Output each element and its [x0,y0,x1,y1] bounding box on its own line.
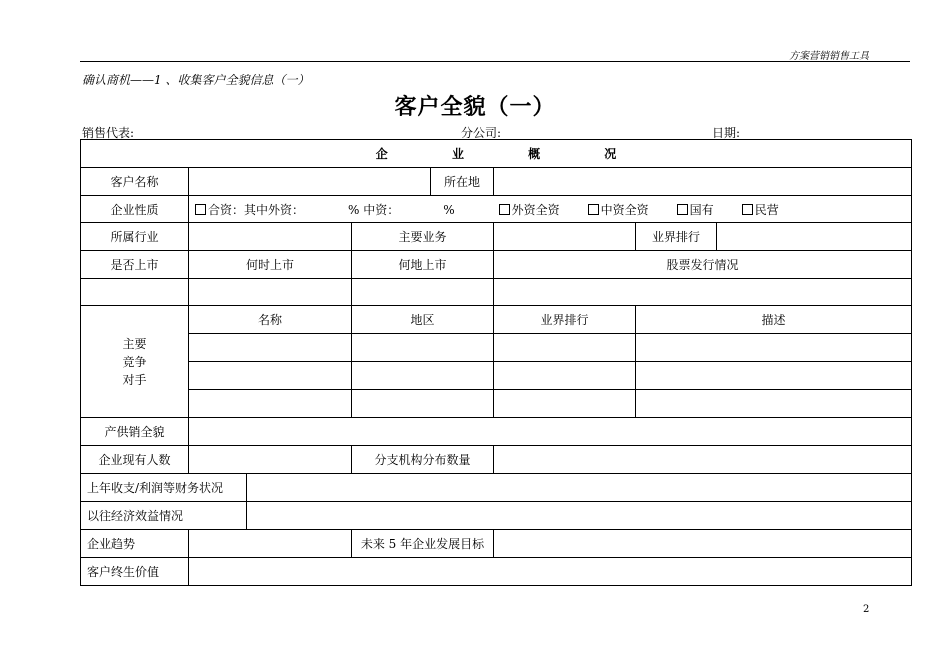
comp-name-field[interactable] [189,362,352,390]
benefits-label: 以往经济效益情况 [81,502,247,530]
main-business-field[interactable] [494,223,636,251]
supply-chain-label: 产供销全貌 [81,418,189,446]
date-label: 日期: [712,126,741,140]
supply-chain-field[interactable] [189,418,912,446]
nature-options [189,196,912,223]
trend-label: 企业趋势 [81,530,189,558]
when-listed-label: 何时上市 [189,251,352,279]
industry-label: 所属行业 [81,223,189,251]
comp-desc-field[interactable] [636,390,912,418]
industry-rank-field[interactable] [717,223,912,251]
option-foreign[interactable] [499,201,560,218]
benefits-field[interactable] [247,502,912,530]
nature-label: 企业性质 [81,196,189,223]
goals-label: 未来 5 年企业发展目标 [352,530,494,558]
option-state-label: 国有 [689,202,714,217]
comp-desc-field[interactable] [636,362,912,390]
sales-rep-label: 销售代表: [82,126,135,140]
branches-field[interactable] [494,446,912,474]
customer-name-label: 客户名称 [81,168,189,196]
checkbox-icon[interactable] [195,204,206,215]
comp-region-field[interactable] [352,362,494,390]
listed-field[interactable] [81,279,189,306]
main-business-label: 主要业务 [352,223,494,251]
stock-status-label: 股票发行情况 [494,251,912,279]
comp-header-name: 名称 [189,306,352,334]
employees-field[interactable] [189,446,352,474]
stock-status-field[interactable] [494,279,912,306]
lifetime-value-label: 客户终生价值 [81,558,189,586]
option-foreign-label: 外资全资 [511,202,560,217]
competitors-label-line: 主要 [122,336,147,351]
checkbox-icon[interactable] [499,204,510,215]
comp-rank-field[interactable] [494,334,636,362]
option-pct2: % [443,202,455,217]
comp-region-field[interactable] [352,390,494,418]
when-listed-field[interactable] [189,279,352,306]
employees-label: 企业现有人数 [81,446,189,474]
comp-rank-field[interactable] [494,362,636,390]
competitors-label-line: 对手 [122,372,147,387]
where-listed-field[interactable] [352,279,494,306]
header-rule [80,61,910,62]
comp-name-field[interactable] [189,390,352,418]
comp-rank-field[interactable] [494,390,636,418]
option-pct1: % 中资： [348,202,400,217]
comp-desc-field[interactable] [636,334,912,362]
option-jv-label: 合资：其中外资： [208,202,305,217]
page-number: 2 [863,604,870,615]
location-label: 所在地 [431,168,494,196]
option-state[interactable] [677,201,714,218]
option-private[interactable] [742,201,779,218]
checkbox-icon[interactable] [677,204,688,215]
comp-header-rank: 业界排行 [494,306,636,334]
customer-name-field[interactable] [189,168,431,196]
option-chinese[interactable] [588,201,649,218]
competitors-label [81,306,189,418]
industry-field[interactable] [189,223,352,251]
industry-rank-label: 业界排行 [636,223,717,251]
lifetime-value-field[interactable] [189,558,912,586]
section-title-cell [81,140,912,168]
comp-region-field[interactable] [352,334,494,362]
trend-field[interactable] [189,530,352,558]
comp-name-field[interactable] [189,334,352,362]
comp-header-desc: 描述 [636,306,912,334]
finance-label: 上年收支/利润等财务状况 [81,474,247,502]
page-title: 客户全貌（一） [394,95,556,120]
section-title: 企 业 概 况 [375,147,647,161]
checkbox-icon[interactable] [742,204,753,215]
competitors-label-line: 竞争 [122,354,147,369]
goals-field[interactable] [494,530,912,558]
branch-label: 分公司: [461,126,502,140]
customer-profile-table [80,139,912,586]
checkbox-icon[interactable] [588,204,599,215]
option-private-label: 民营 [754,202,779,217]
location-field[interactable] [494,168,912,196]
where-listed-label: 何地上市 [352,251,494,279]
listed-label: 是否上市 [81,251,189,279]
finance-field[interactable] [247,474,912,502]
header-tool-name: 方案营销销售工具 [789,51,869,62]
option-jv[interactable] [195,201,304,218]
comp-header-region: 地区 [352,306,494,334]
section-subtitle: 确认商机——1 、收集客户全貌信息（一） [82,73,310,87]
option-chinese-label: 中资全资 [600,202,649,217]
branches-label: 分支机构分布数量 [352,446,494,474]
